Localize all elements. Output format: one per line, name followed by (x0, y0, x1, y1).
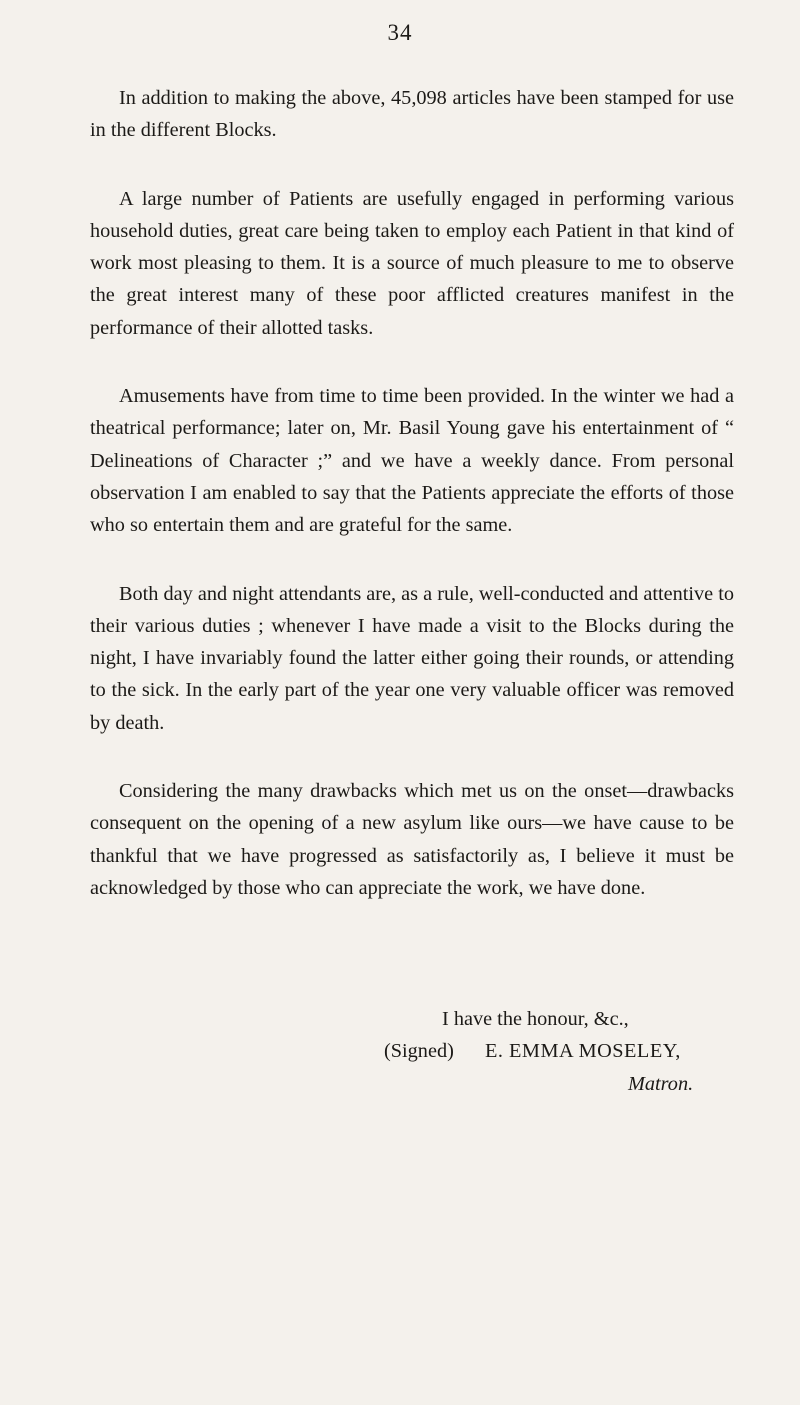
page-number: 34 (387, 20, 413, 45)
closing-line: I have the honour, &c., (442, 1008, 629, 1030)
signatory-name: E. EMMA MOSELEY, (485, 1040, 681, 1062)
report-body (90, 82, 734, 940)
paragraph-attendants: Both day and night attendants are, as a rule, well-conducted and attentive to their various duties ; whenever I have made a visit to the Blocks during the night, I have invariably found the latter either going their rounds, or attending to the sick. In the early part of the year one very valuable officer was removed by death. (90, 582, 734, 734)
paragraph-articles-stamped: In addition to making the above, 45,098 articles have been stamped for use in the different Blocks. (90, 87, 734, 142)
paragraph-drawbacks: Considering the many drawbacks which met us on the onset—drawbacks consequent on the opening of a new asylum like ours—we have cause to be thankful that we have progressed as satisfactorily as, I believe it must be acknowledged by those who can appreciate the work, we have done. (90, 780, 734, 899)
paragraph-amusements: Amusements have from time to time been provided. In the winter we had a theatrical performance; later on, Mr. Basil Young gave his entertainment of “ Delineations of Character ;” and we have a weekly dance. From personal observation I am enabled to say that the Patients appreciate the efforts of those who so entertain them and are grateful for the same. (90, 385, 734, 537)
signed-label: (Signed) (384, 1040, 454, 1062)
signatory-title: Matron. (628, 1073, 694, 1095)
paragraph-household-duties: A large number of Patients are usefully engaged in performing various household duties, great care being taken to employ each Patient in that kind of work most pleasing to them. It is a source of much pleasure to me to observe the great interest many of these poor afflicted creatures manifest in the performance of their allotted tasks. (90, 187, 734, 339)
